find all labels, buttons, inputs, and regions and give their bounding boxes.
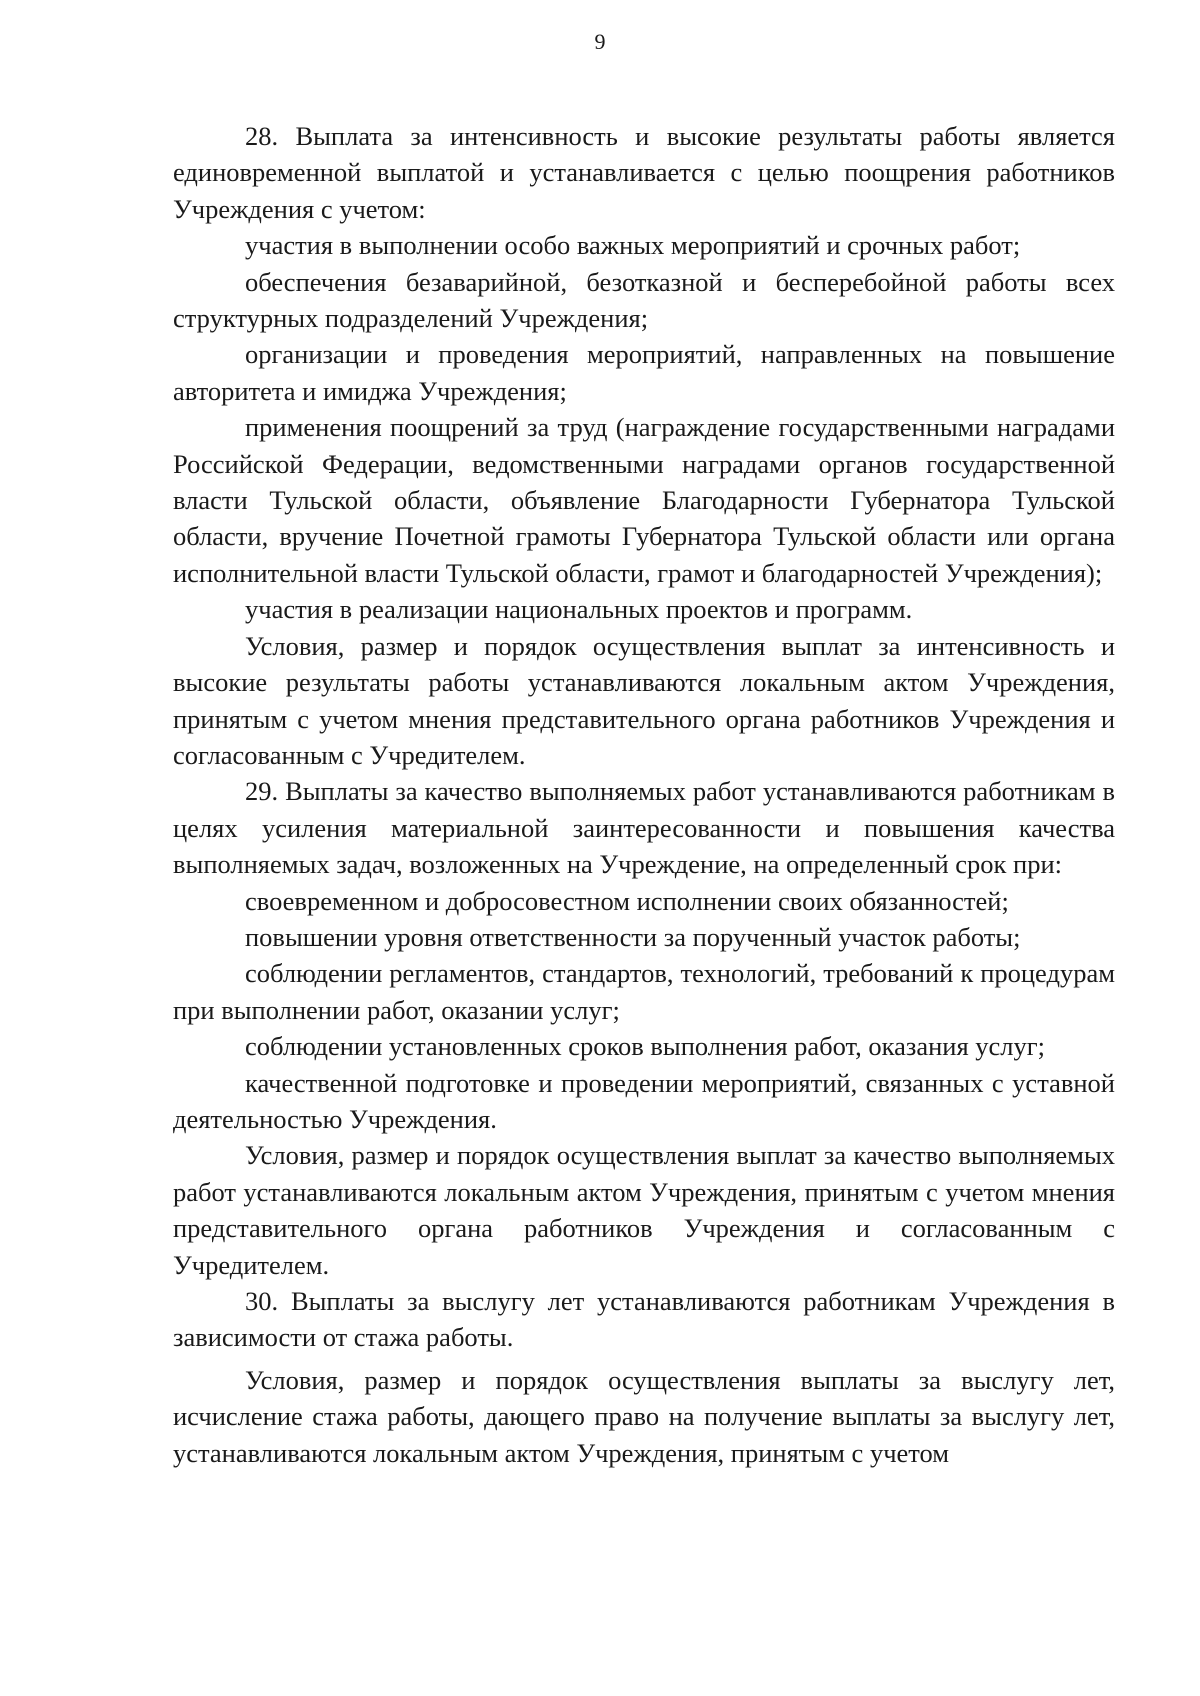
list-item: участия в выполнении особо важных мероприятий и срочных работ; (245, 230, 1021, 261)
list-item: обеспечения безаварийной, безотказной и бесперебойной работы всех структурных подразделений Учреждения; (173, 266, 1115, 334)
paragraph-28: 28. Выплата за интенсивность и высокие результаты работы является единовременной выплатой и устанавливается с целью поощрения работников Учреждения с учетом: (173, 121, 1115, 224)
conditions-paragraph: Условия, размер и порядок осуществления выплаты за выслугу лет, исчисление стажа работы, дающего право на получение выплаты за выслугу лет, устанавливаются локальным актом Учреждения, принятым с учетом (173, 1364, 1115, 1468)
conditions-paragraph: Условия, размер и порядок осуществления выплат за качество выполняемых работ устанавливаются локальным актом Учреждения, принятым с учетом мнения представительного органа работников Учреждения и согласованным с Учредителем. (173, 1140, 1115, 1280)
conditions-paragraph: Условия, размер и порядок осуществления выплат за интенсивность и высокие результаты работы устанавливаются локальным актом Учреждения, принятым с учетом мнения представительного органа работников Учреждения и согласованным с Учредителем. (173, 630, 1115, 770)
document-body (173, 118, 1115, 1471)
list-item: соблюдении установленных сроков выполнения работ, оказания услуг; (245, 1031, 1045, 1062)
page-number: 9 (594, 29, 606, 54)
list-item: соблюдении регламентов, стандартов, технологий, требований к процедурам при выполнении работ, оказании услуг; (173, 958, 1115, 1025)
list-item: участия в реализации национальных проектов и программ. (245, 594, 913, 625)
paragraph-29: 29. Выплаты за качество выполняемых работ устанавливаются работникам в целях усиления материальной заинтересованности и повышения качества выполняемых задач, возложенных на Учреждение, на определенный срок при: (173, 776, 1115, 880)
paragraph-30: 30. Выплаты за выслугу лет устанавливаются работникам Учреждения в зависимости от стажа работы. (173, 1286, 1115, 1353)
list-item: организации и проведения мероприятий, направленных на повышение авторитета и имиджа Учреждения; (173, 339, 1115, 406)
list-item: качественной подготовке и проведении мероприятий, связанных с уставной деятельностью Учреждения. (173, 1067, 1115, 1134)
list-item: своевременном и добросовестном исполнении своих обязанностей; (245, 885, 1009, 916)
list-item: применения поощрений за труд (награждение государственными наградами Российской Федерации, ведомственными наградами органов государственной власти Тульской области, объявление Благодарности Губернатора Тульской области, вручение Почетной грамоты Губернатора Тульской области или органа исполнительной власти Тульской области, грамот и благодарностей Учреждения); (173, 412, 1115, 588)
list-item: повышении уровня ответственности за порученный участок работы; (245, 921, 1021, 952)
